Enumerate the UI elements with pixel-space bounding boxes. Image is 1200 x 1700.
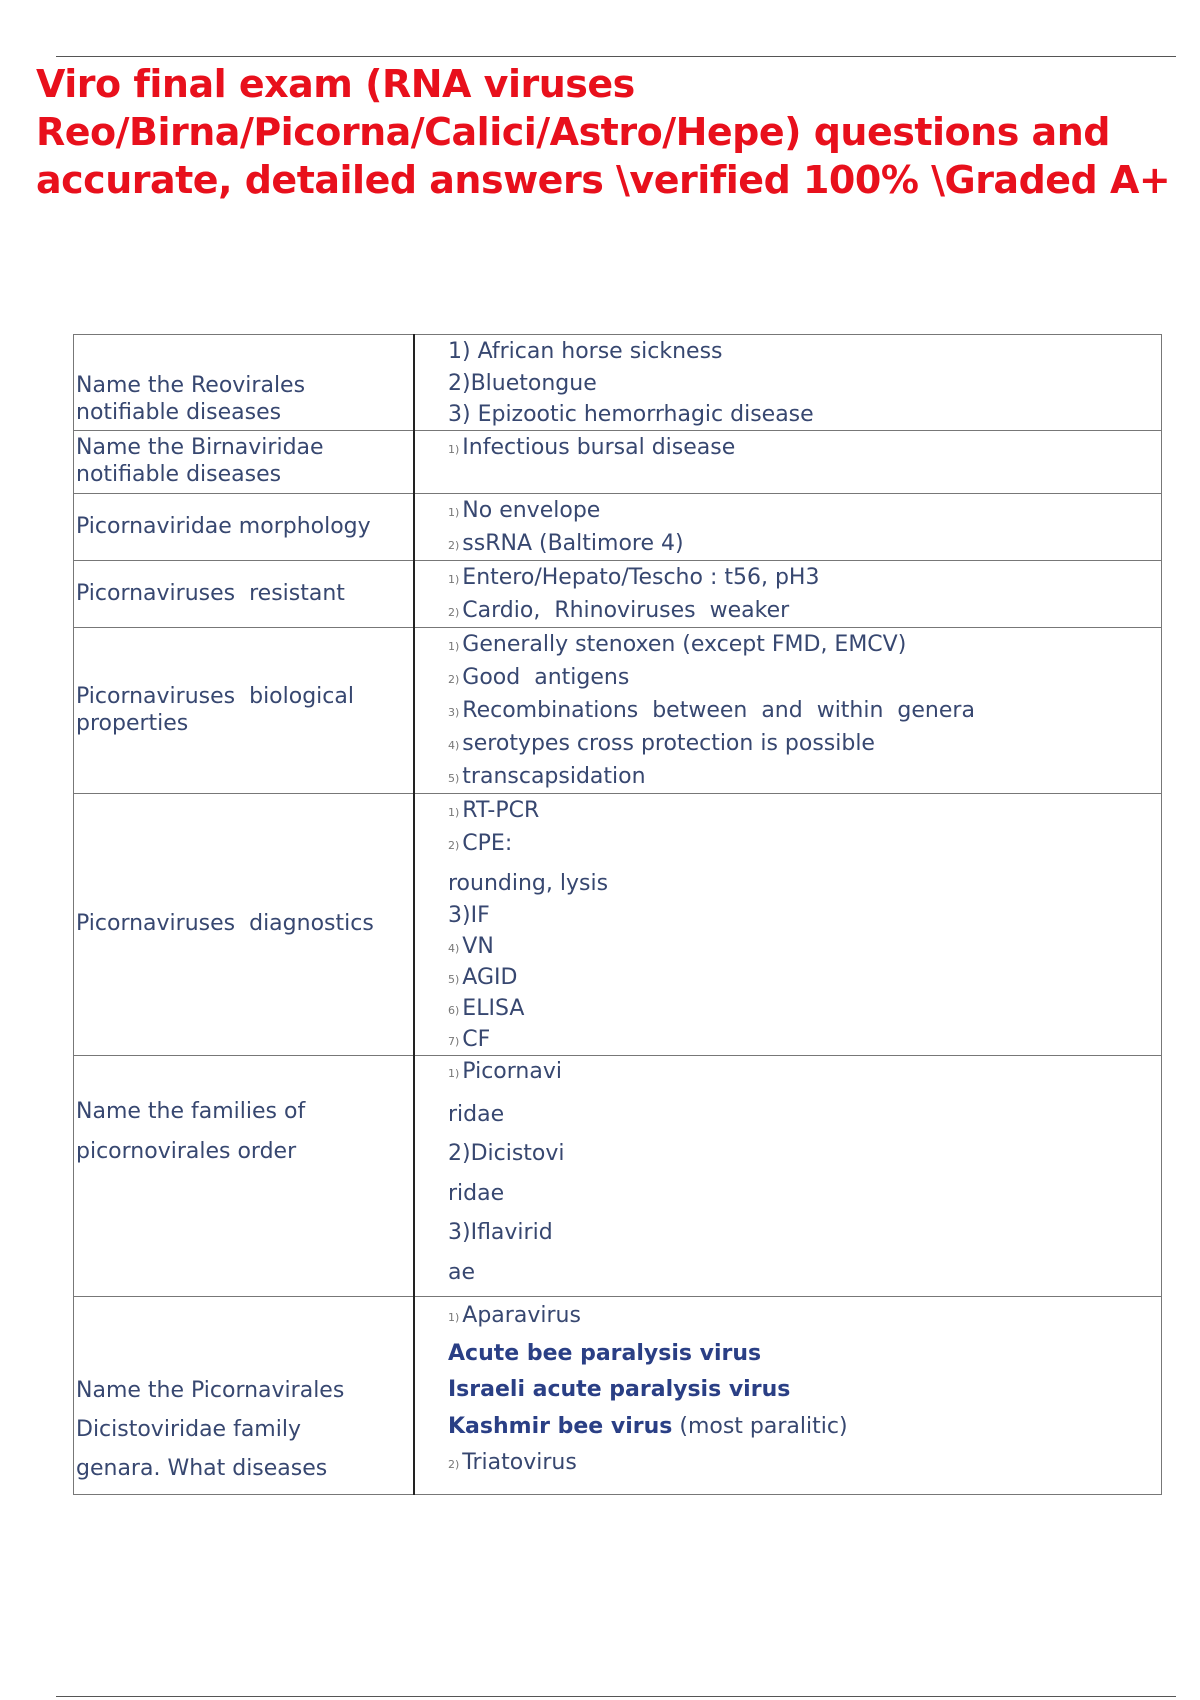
list-number: 5) [448,772,460,785]
list-number: 2) [448,839,460,852]
answer-line: 2)Bluetongue [448,371,597,396]
answer-line: ridae [448,1181,505,1206]
qa-row [74,494,1162,561]
question-line: notifiable diseases [76,399,282,425]
qa-row [74,1297,1162,1495]
list-number: 4) [448,739,460,752]
answer-cell [414,1056,1162,1297]
qa-row [74,628,1162,794]
list-number: 7) [448,1035,460,1048]
answer-line: ae [448,1260,476,1285]
answer-cell [414,335,1162,431]
answer-line: 4) serotypes cross protection is possible [448,731,875,756]
question-line: Picornaviridae morphology [76,513,371,539]
list-number: 5) [448,973,460,986]
list-number: 1) [448,640,460,653]
answer-line: 4) VN [448,934,494,959]
answer-cell [414,1297,1162,1495]
answer-line: 1) Generally stenoxen (except FMD, EMCV) [448,632,907,657]
title-line: Reo/Birna/Picorna/Calici/Astro/Hepe) questions and [36,110,1110,154]
list-number: 2) [448,606,460,619]
answer-line: 2) Cardio, Rhinoviruses weaker [448,598,790,623]
list-number: 2) [448,539,460,552]
answer-cell [414,794,1162,1056]
question-line: Name the Birnaviridae [76,435,324,460]
list-number: 2) [448,1458,460,1471]
answer-line: 1) Entero/Hepato/Tescho : t56, pH3 [448,565,820,590]
virus-name: Israeli acute paralysis virus [448,1377,791,1402]
question-cell [74,1056,415,1297]
answer-line: 2) Good antigens [448,665,630,690]
footer-rule [56,1696,1176,1697]
question-cell [74,431,415,494]
answer-cell [414,431,1162,494]
answer-line [448,1372,1155,1409]
question-line: Name the Picornavirales [76,1378,345,1403]
answer-line: 1) African horse sickness [448,339,723,364]
list-number: 6) [448,1004,460,1017]
list-number: 3) [448,706,460,719]
answer-line: 2)Dicistovi [448,1141,565,1166]
answer-cell [414,628,1162,794]
question-line: Picornaviruses resistant [76,580,345,606]
question-line: properties [76,710,189,736]
question-cell [74,1297,415,1495]
list-number: 4) [448,942,460,955]
title-line: accurate, detailed answers \verified 100% \Graded A+ [36,158,1171,202]
list-number: 1) [448,1067,460,1080]
list-number: 1) [448,443,460,456]
question-line: notifiable diseases [76,462,282,487]
answer-line: 2) CPE: [448,831,513,856]
question-line: Name the families of [76,1099,306,1124]
qa-row [74,335,1162,431]
answer-line: 1) No envelope [448,498,601,523]
header-rule [56,56,1176,57]
question-cell [74,794,415,1056]
answer-line: 2) ssRNA (Baltimore 4) [448,531,684,556]
answer-cell [414,494,1162,561]
list-number: 1) [448,573,460,586]
qa-row [74,794,1162,1056]
answer-cell [414,561,1162,628]
answer-line: 1) Picornavi [448,1059,562,1084]
answer-line [448,1336,1155,1372]
answer-line: 3)IF [448,903,490,928]
answer-line: 2) Triatovirus [448,1450,577,1475]
answer-line: 5) transcapsidation [448,764,646,789]
answer-line: 3) Epizootic hemorrhagic disease [448,402,814,427]
answer-line: rounding, lysis [448,871,609,896]
question-line: Name the Reovirales [76,372,306,398]
title-line: Viro final exam (RNA viruses [36,62,635,106]
question-line: genara. What diseases [76,1456,328,1481]
qa-row [74,561,1162,628]
answer-line: 1) RT-PCR [448,798,540,823]
list-number: 2) [448,673,460,686]
answer-line: Kashmir bee virus (most paralitic) [448,1414,848,1439]
question-line: Dicistoviridae family [76,1417,301,1442]
list-number: 1) [448,1311,460,1324]
qa-row [74,431,1162,494]
question-line: Picornaviruses diagnostics [76,911,374,936]
answer-line: 5) AGID [448,965,518,990]
answer-line: ridae [448,1102,505,1127]
answer-line: 6) ELISA [448,996,525,1021]
question-line: Picornaviruses biological [76,683,354,709]
question-line: picornovirales order [76,1139,297,1164]
answer-line: 1) Infectious bursal disease [448,435,736,460]
question-cell [74,561,415,628]
document-title [36,60,1176,204]
question-cell [74,628,415,794]
virus-name: Acute bee paralysis virus [448,1341,762,1366]
list-number: 1) [448,806,460,819]
answer-line: 3)Iflavirid [448,1220,553,1245]
answer-line: 1) Aparavirus [448,1303,581,1328]
qa-table [73,334,1162,1495]
virus-name: Kashmir bee virus [448,1414,673,1439]
list-number: 1) [448,506,460,519]
question-cell [74,494,415,561]
answer-line: 7) CF [448,1027,491,1052]
question-cell [74,335,415,431]
qa-row [74,1056,1162,1297]
answer-line: 3) Recombinations between and within genera [448,698,975,723]
